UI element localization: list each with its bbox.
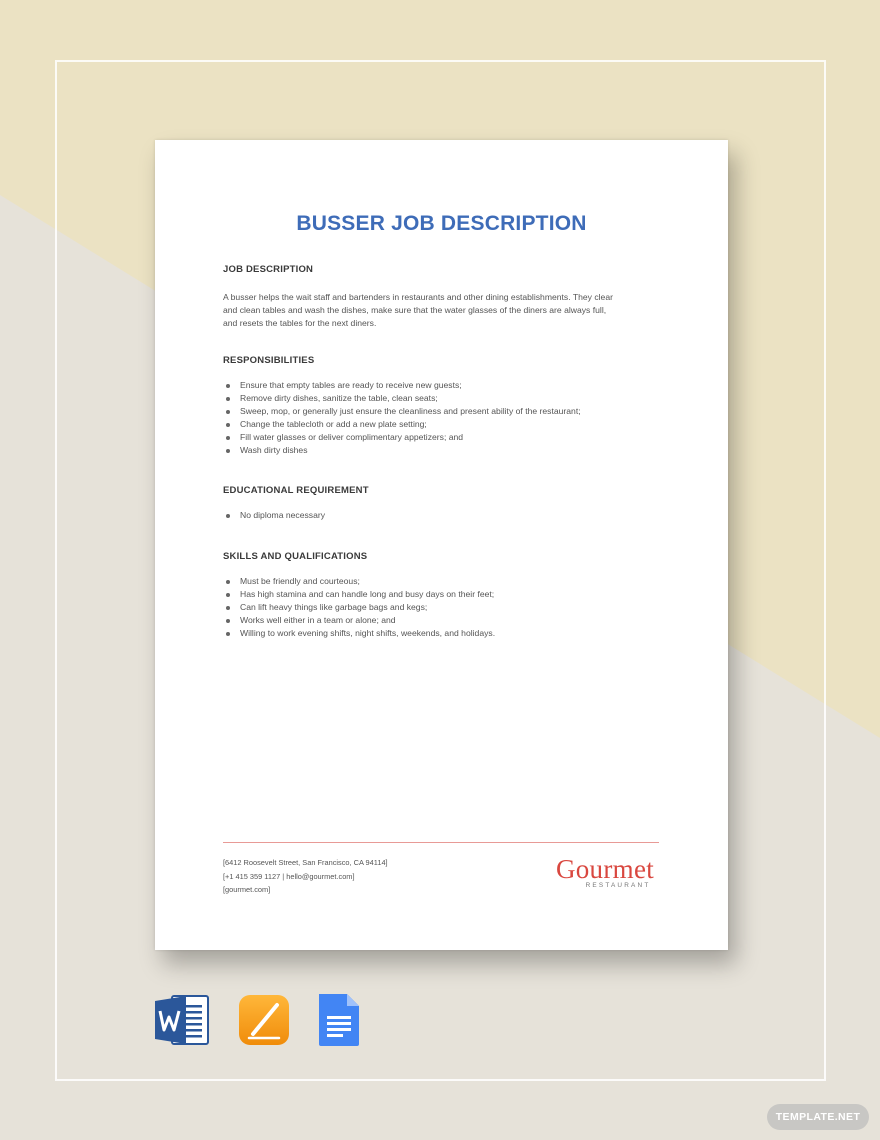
section-skills-qualifications xyxy=(223,551,663,640)
job-description-paragraph xyxy=(223,291,663,329)
footer-website: [gourmet.com] xyxy=(223,885,271,894)
list-item: Willing to work evening shifts, night shifts, weekends, and holidays. xyxy=(223,627,663,640)
skills-list xyxy=(223,575,663,640)
section-heading: RESPONSIBILITIES xyxy=(223,355,315,366)
paragraph-line: and resets the tables for the next diners. xyxy=(223,317,377,328)
list-item: Has high stamina and can handle long and busy days on their feet; xyxy=(223,588,663,601)
section-educational-requirement xyxy=(223,485,663,522)
list-item: Can lift heavy things like garbage bags and kegs; xyxy=(223,601,663,614)
list-item: No diploma necessary xyxy=(223,509,663,522)
paragraph-line: A busser helps the wait staff and bartenders in restaurants and other dining establishments. They clear xyxy=(223,292,613,302)
document-title: BUSSER JOB DESCRIPTION xyxy=(296,212,587,235)
document-page xyxy=(155,140,728,950)
section-job-description xyxy=(223,264,663,329)
footer-phone-email: [+1 415 359 1127 | hello@gourmet.com] xyxy=(223,871,355,881)
list-item: Remove dirty dishes, sanitize the table, clean seats; xyxy=(223,392,663,405)
footer-address: [6412 Roosevelt Street, San Francisco, CA 94114] xyxy=(223,858,388,867)
section-heading: SKILLS AND QUALIFICATIONS xyxy=(223,551,368,562)
footer-divider xyxy=(223,842,659,843)
list-item: Sweep, mop, or generally just ensure the cleanliness and present ability of the restaurant; xyxy=(223,405,663,418)
list-item: Wash dirty dishes xyxy=(223,444,663,457)
list-item: Ensure that empty tables are ready to receive new guests; xyxy=(223,379,663,392)
list-item: Change the tablecloth or add a new plate setting; xyxy=(223,418,663,431)
section-heading: EDUCATIONAL REQUIREMENT xyxy=(223,485,369,496)
list-item: Must be friendly and courteous; xyxy=(223,575,663,588)
list-item: Works well either in a team or alone; and xyxy=(223,614,663,627)
google-docs-icon[interactable] xyxy=(311,992,367,1048)
pages-icon[interactable] xyxy=(237,992,293,1048)
logo-subtitle: RESTAURANT xyxy=(585,882,651,889)
responsibilities-list xyxy=(223,379,663,456)
footer-contact xyxy=(223,856,388,897)
logo-name: Gourmet xyxy=(555,854,655,884)
list-item: Fill water glasses or deliver complimentary appetizers; and xyxy=(223,431,663,444)
template-net-watermark: TEMPLATE.NET xyxy=(767,1104,869,1130)
paragraph-line: and clean tables and wash the dishes, make sure that the water glasses of the diners are always full, xyxy=(223,304,607,315)
word-icon[interactable] xyxy=(154,992,210,1048)
gourmet-logo xyxy=(547,854,663,889)
education-list xyxy=(223,509,663,522)
section-heading: JOB DESCRIPTION xyxy=(223,264,314,275)
section-responsibilities xyxy=(223,355,663,456)
